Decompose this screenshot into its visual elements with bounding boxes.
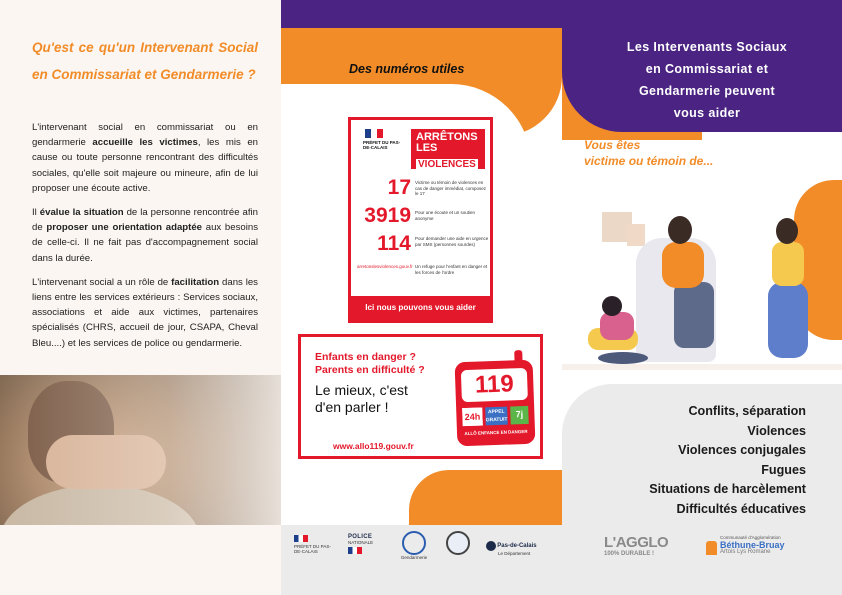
left-panel: [0, 0, 281, 595]
poster-footer: Ici nous pouvons vous aider: [351, 296, 490, 320]
allo-119-banner: [298, 334, 543, 459]
poster-website: arretonslesviolences.gouv.fr: [357, 264, 413, 269]
right-panel: [562, 0, 842, 595]
list-item: Conflits, séparation: [688, 404, 806, 418]
agglo-logo: L'AGGLO 100% DURABLE !: [604, 534, 669, 557]
phone-desc-17: Victime ou témoin de violences en cas de danger immédiat, composez le 17: [415, 180, 487, 196]
marianne-flag-icon: [294, 535, 308, 542]
phone-number-3919: 3919: [364, 204, 411, 227]
poster-extra-desc: Un refuge pour l'enfant en danger et les forces de l'ordre: [415, 264, 488, 275]
badge-7-days: 7j: [510, 406, 529, 425]
wall-frame-icon: [627, 224, 645, 246]
left-body-text: [32, 120, 258, 360]
seal-logo: [446, 531, 476, 555]
bethune-bruay-logo: Communauté d'Agglomération Béthune-Bruay Artois Lys Romane: [720, 535, 820, 555]
useful-numbers-heading: Des numéros utiles: [349, 62, 465, 76]
prefet-logo-text: PRÉFET DU PAS-DE-CALAIS: [363, 140, 401, 150]
allo-enfance-text: ALLÔ ENFANCE EN DANGER: [464, 428, 528, 437]
prefet-logo: PRÉFET DU PAS-DE-CALAIS: [294, 535, 338, 554]
department-icon: [486, 541, 496, 551]
allo119-link[interactable]: www.allo119.gouv.fr: [333, 441, 414, 451]
stop-violence-poster: [348, 117, 493, 323]
badge-free-call: APPEL GRATUIT: [485, 407, 508, 426]
banner-line-2: Parents en difficulté ?: [315, 364, 425, 376]
logos-footer: [0, 525, 842, 595]
list-item: Difficultés éducatives: [676, 501, 806, 516]
banner-line-3: Le mieux, c'est: [315, 382, 408, 398]
list-item: Violences: [747, 423, 806, 438]
phone-number-114: 114: [377, 232, 411, 255]
paragraph-facilitation: L'intervenant social a un rôle de facilitation dans les liens entre les services extérieurs : Services sociaux, associations et aide aux victimes, partenaires spécialisés (CHRS, accueil de jour, CSAPA, Cheval Bleu....) et les services de police ou gendarmerie.: [32, 276, 258, 349]
number-119: 119: [461, 368, 528, 402]
left-title: Qu'est ce qu'un Intervenant Social en Commissariat et Gendarmerie ?: [32, 40, 258, 82]
banner-line-1: Enfants en danger ?: [315, 351, 416, 363]
family-illustration: [562, 180, 842, 390]
subtitle-line-2: victime ou témoin de...: [584, 154, 714, 168]
phone-number-17: 17: [387, 176, 411, 199]
stop-violence-box: ARRÊTONS LES VIOLENCES: [411, 129, 485, 169]
issues-list: [649, 402, 806, 520]
police-logo: POLICE NATIONALE: [348, 535, 388, 556]
child-figure: [600, 312, 634, 340]
badge-24h: 24h: [462, 407, 483, 426]
banner-line-4: d'en parler !: [315, 399, 389, 415]
list-item: Fugues: [761, 462, 806, 477]
paragraph-evaluation: Il évalue la situation de la personne rencontrée afin de proposer une orientation adaptée aux besoins de celle-ci. Il ne fait pas d'accompagnement social dans la durée.: [32, 207, 258, 264]
list-item: Situations de harcèlement: [649, 482, 806, 497]
gendarmerie-emblem-icon: [402, 531, 426, 555]
phone-119-icon: [455, 360, 536, 447]
gendarmerie-logo: Gendarmerie: [394, 531, 434, 560]
tricolor-icon: [348, 547, 362, 554]
list-item: Violences conjugales: [678, 443, 806, 458]
middle-panel: [281, 0, 562, 595]
subtitle-line-1: Vous êtes: [584, 138, 641, 152]
marianne-flag-icon: [365, 129, 383, 138]
seal-icon: [446, 531, 470, 555]
pas-de-calais-logo: Pas-de-Calais Le Département: [486, 541, 546, 556]
woman-figure: [772, 242, 804, 286]
phone-desc-3919: Pour une écoute et un soutien anonyme: [415, 210, 476, 221]
cover-title: Les Intervenants Sociaux en Commissariat et Gendarmerie peuvent vous aider: [626, 40, 788, 120]
agglo-mark-icon: [706, 541, 717, 555]
man-figure: [662, 242, 704, 288]
purple-band: [281, 0, 562, 30]
phone-desc-114: Pour demander une aide en urgence par SMS (personnes sourdes): [415, 236, 489, 247]
paragraph-welcome: L'intervenant social en commissariat ou en gendarmerie accueille les victimes, les mis en cause ou toute personne rencontrant des difficultés sociales, qu'elle soit majeure ou mineure, afin de lui proposer une écoute active.: [32, 122, 258, 194]
